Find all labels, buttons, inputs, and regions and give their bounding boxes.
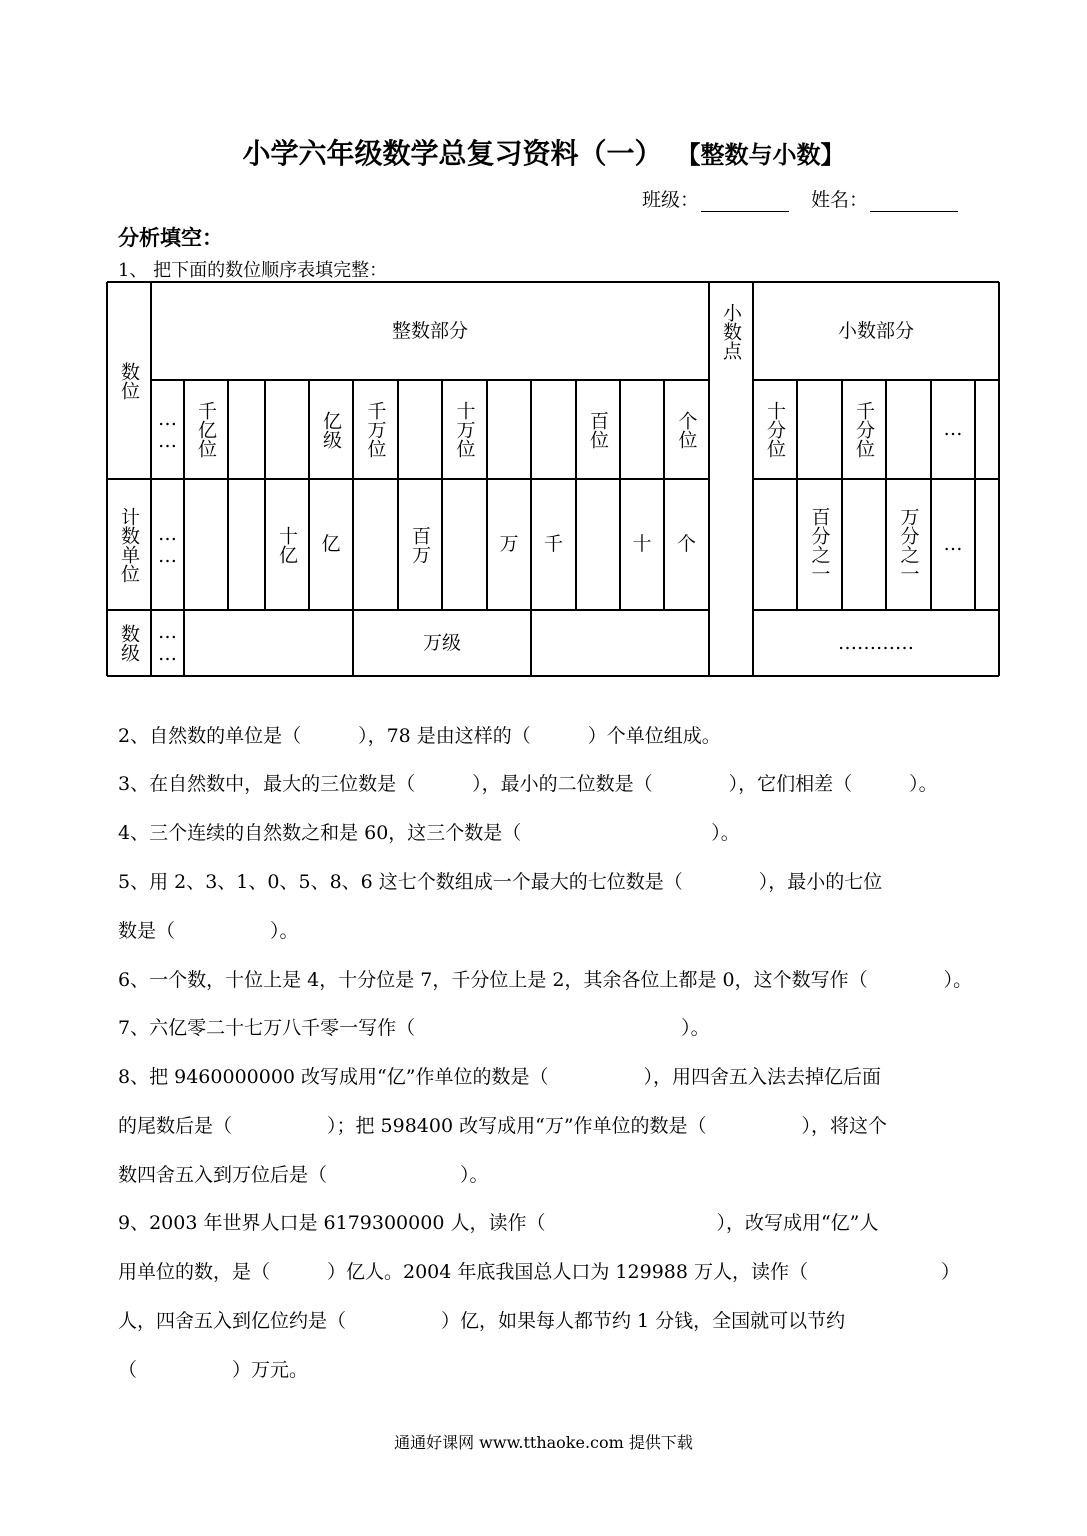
name-label: 姓名： <box>811 189 869 211</box>
unit-blank-10[interactable] <box>576 479 620 610</box>
place-cell-4: 亿级 <box>320 410 342 449</box>
title-subtitle: 【整数与小数】 <box>688 141 845 169</box>
place-blank-14[interactable] <box>797 380 842 479</box>
question-1: 1、 把下面的数位顺序表填完整： <box>118 260 388 281</box>
unit-cell-14: 百分之一 <box>808 506 831 583</box>
unit-cell-11: 十 <box>632 533 652 555</box>
unit-blank-2[interactable] <box>228 479 265 610</box>
section-heading: 分析填空： <box>118 226 223 250</box>
question-line: 5、用 2、3、1、0、5、8、6 这七个数组成一个最大的七位数是（ ），最小的七位 <box>118 871 883 893</box>
class-decimal: ………… <box>838 631 914 654</box>
footer-text: 通通好课网 www.tthaoke.com 提供下载 <box>394 1433 693 1452</box>
unit-blank-18[interactable] <box>975 479 999 610</box>
place-cell-17: … <box>943 418 963 440</box>
class-blank-ge[interactable] <box>531 610 709 676</box>
unit-cell-0: …… <box>156 522 179 567</box>
unit-cell-17: … <box>943 533 963 555</box>
unit-blank-13[interactable] <box>753 479 797 610</box>
place-blank-6[interactable] <box>398 380 442 479</box>
class-blank-yi[interactable] <box>184 610 353 676</box>
question-line: 7、六亿零二十七万八千零一写作（ ）。 <box>118 1017 710 1039</box>
row-header-digit: 数位 <box>118 361 140 400</box>
unit-blank-1[interactable] <box>184 479 228 610</box>
row-header-class: 数级 <box>118 624 140 662</box>
unit-blank-7[interactable] <box>442 479 487 610</box>
integer-part-header: 整数部分 <box>391 319 468 342</box>
question-line: 的尾数后是（ ）；把 598400 改写成用“万”作单位的数是（ ），将这个 <box>118 1115 888 1137</box>
unit-cell-4: 亿 <box>321 533 341 555</box>
question-line: （ ）万元。 <box>118 1359 309 1381</box>
unit-cell-16: 万分之一 <box>897 506 920 583</box>
class-dots: …… <box>156 621 179 665</box>
unit-cell-12: 个 <box>676 533 696 555</box>
place-cell-1: 千亿位 <box>195 401 217 458</box>
decimal-part-header: 小数部分 <box>837 319 914 342</box>
student-info <box>642 185 980 212</box>
place-blank-9[interactable] <box>531 380 576 479</box>
class-wan: 万级 <box>422 631 461 654</box>
unit-cell-3: 十亿 <box>276 525 298 564</box>
question-line: 9、2003 年世界人口是 6179300000 人，读作（ ），改写成用“亿”人 <box>118 1212 879 1234</box>
place-blank-18[interactable] <box>975 380 999 479</box>
question-line: 用单位的数，是（ ）亿人。2004 年底我国总人口为 129988 万人，读作（ ） <box>118 1261 961 1283</box>
place-cell-5: 千万位 <box>364 401 387 458</box>
unit-cell-6: 百万 <box>409 525 431 564</box>
place-blank-2[interactable] <box>228 380 265 479</box>
question-line: 4、三个连续的自然数之和是 60，这三个数是（ ）。 <box>118 822 740 844</box>
class-label: 班级： <box>642 189 700 211</box>
title-main: 小学六年级数学总复习资料（一） <box>242 137 663 170</box>
place-blank-3[interactable] <box>265 380 309 479</box>
unit-cell-8: 万 <box>499 533 519 555</box>
place-cell-0: …… <box>156 407 179 452</box>
unit-cell-9: 千 <box>543 533 563 555</box>
unit-blank-5[interactable] <box>353 479 398 610</box>
question-line: 6、一个数，十位上是 4，十分位是 7，千分位上是 2，其余各位上都是 0，这个数写作（ ）。 <box>118 969 973 991</box>
decimal-point-header: 小数点 <box>720 302 742 360</box>
question-line: 数四舍五入到万位后是（ ）。 <box>118 1164 489 1186</box>
row-header-unit: 计数单位 <box>118 506 140 583</box>
unit-blank-15[interactable] <box>842 479 886 610</box>
place-blank-8[interactable] <box>487 380 531 479</box>
class-blank[interactable] <box>701 191 789 212</box>
question-line: 数是（ ）。 <box>118 920 299 942</box>
place-blank-11[interactable] <box>620 380 664 479</box>
question-line: 2、自然数的单位是（ ），78 是由这样的（ ）个单位组成。 <box>118 725 721 747</box>
place-cell-10: 百位 <box>587 410 609 449</box>
place-cell-13: 十分位 <box>764 401 786 458</box>
place-blank-16[interactable] <box>886 380 931 479</box>
page-title <box>0 132 1087 172</box>
place-cell-7: 十万位 <box>453 401 476 458</box>
place-cell-12: 个位 <box>675 410 698 449</box>
question-line: 人，四舍五入到亿位约是（ ）亿，如果每人都节约 1 分钱，全国就可以节约 <box>118 1310 846 1332</box>
question-line: 8、把 9460000000 改写成用“亿”作单位的数是（ ），用四舍五入法去掉亿后面 <box>118 1066 881 1088</box>
question-line: 3、在自然数中，最大的三位数是（ ），最小的二位数是（ ），它们相差（ ）。 <box>118 773 938 795</box>
name-blank[interactable] <box>870 191 958 212</box>
place-cell-15: 千分位 <box>853 401 875 458</box>
